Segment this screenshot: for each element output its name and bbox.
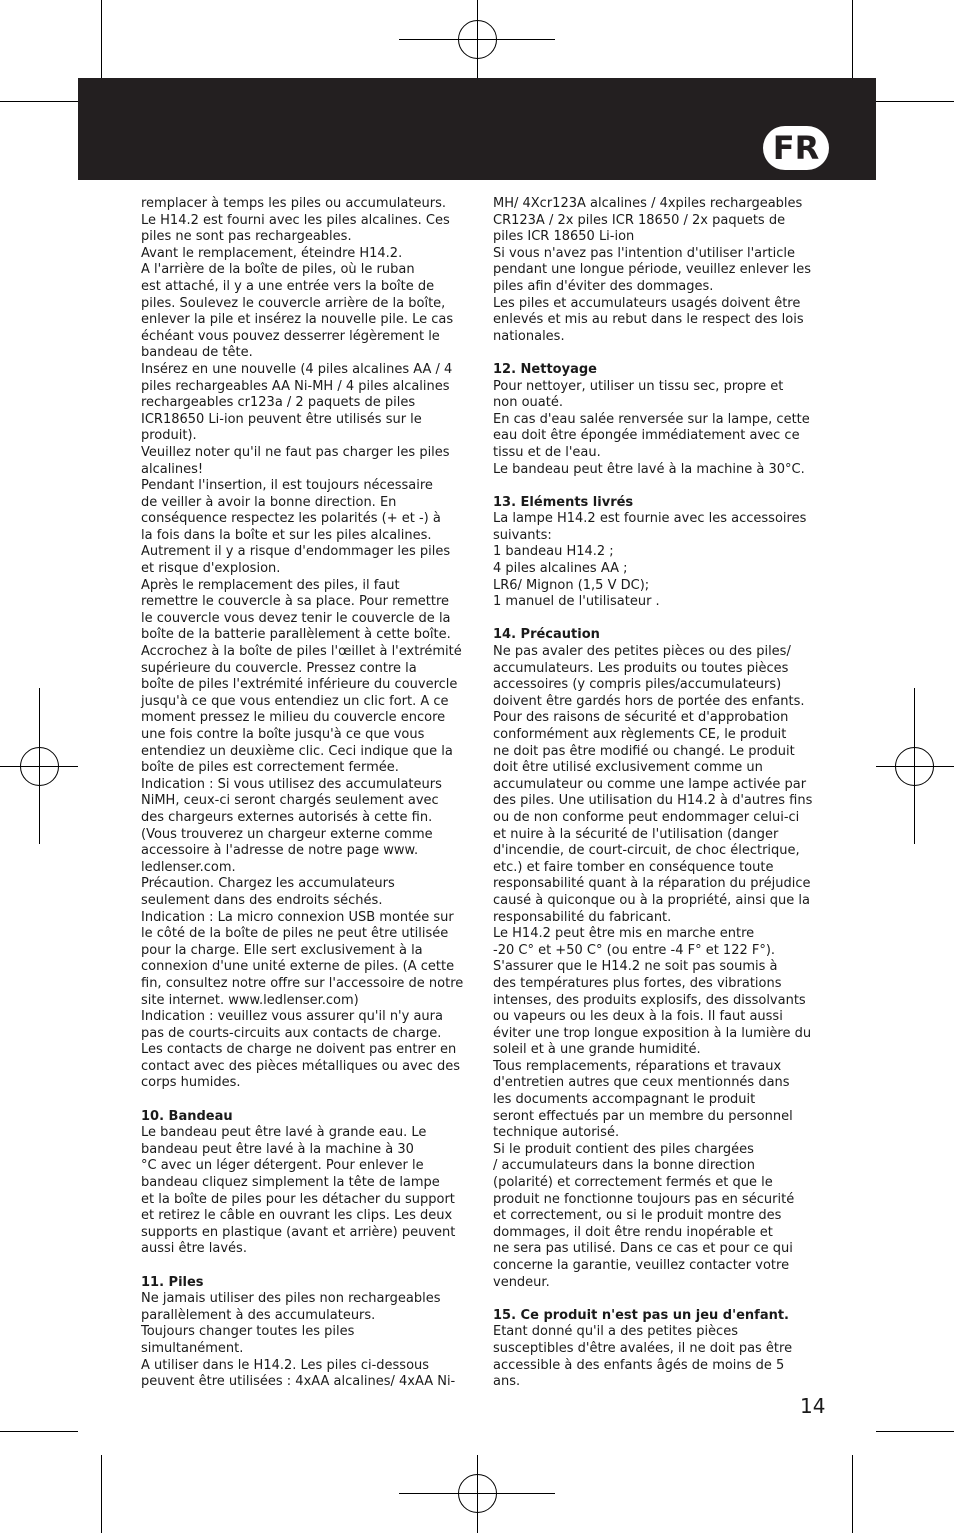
header-bar (78, 78, 876, 180)
section-heading-nettoyage: 12. Nettoyage (493, 361, 597, 377)
section-text-bandeau: Le bandeau peut être lavé à grande eau. Le bandeau peut être lavé à la machine à 30 °C avec un léger détergent. Pour enlever le bandeau cliquez simplement la tête de lampe et la boîte de piles pour les détacher du support et retirez le câble en ouvrant les clips. Les deux supports en plastique (avant et arrière) peuvent aussi être lavés. (141, 1125, 456, 1257)
left-column (141, 196, 481, 1391)
right-column (493, 196, 833, 1391)
section-heading-elements-livres: 13. Eléments livrés (493, 494, 634, 510)
section-text-precaution: Ne pas avaler des petites pièces ou des piles/ accumulateurs. Les produits ou toutes pièces accessoires (y compris piles/accumulateurs) doivent être gardés hors de portée des enfants. Pour des raisons de sécurité et d'approbation conformément aux règlements CE, le produit ne doit pas être modifié ou changé. Le produit doit être utilisé exclusivement comme un accumulateur ou comme une lampe activée par des piles. Une utilisation du H14.2 à d'autres fins ou de non conforme peut endommager celui-ci et nuire à la sécurité de l'utilisation (danger d'incendie, de court-circuit, de choc électrique, etc.) et faire tomber en conséquence toute responsabilité quant à la réparation du préjudice causé à quiconque ou à la propriété, ainsi que la responsabilité du fabricant. Le H14.2 peut être mis en marche entre -20 C° et +50 C° (ou entre -4 F° et 122 F°). S'assurer que le H14.2 ne soit pas soumis à des températures plus fortes, des vibrations intenses, des produits explosifs, des dissolvants ou vapeurs ou les deux à la fois. Il faut aussi éviter une trop longue exposition à la lumière du soleil et à une grande humidité. Tous remplacements, réparations et travaux d'entretien autres que ceux mentionnés dans les documents accompagnant le produit seront effectués par un membre du personnel technique autorisé. Si le produit contient des piles chargées / accumulateurs dans la bonne direction (polarité) et correctement fermés et que le produit ne fonctionne toujours pas en sécurité et correctement, ou si le produit montre des dommages, il doit être rendu inopérable et ne sera pas utilisé. Dans ce cas et pour ce qui concerne la garantie, veuillez contacter votre vendeur. (493, 644, 813, 1290)
section-heading-jeu-enfant: 15. Ce produit n'est pas un jeu d'enfant. (493, 1307, 789, 1323)
section-text-elements-livres: La lampe H14.2 est fournie avec les accessoires suivants: 1 bandeau H14.2 ; 4 piles alcalines AA ; LR6/ Mignon (1,5 V DC); 1 manuel de l'utilisateur . (493, 511, 807, 610)
section-text-nettoyage: Pour nettoyer, utiliser un tissu sec, propre et non ouaté. En cas d'eau salée renversée sur la lampe, cette eau doit être épongée immédiatement avec ce tissu et de l'eau. Le bandeau peut être lavé à la machine à 30°C. (493, 378, 810, 477)
right-intro-text: MH/ 4Xcr123A alcalines / 4xpiles rechargeables CR123A / 2x piles ICR 18650 / 2x paquets de piles ICR 18650 Li-ion Si vous n'avez pas l'intention d'utiliser l'article pendant une longue période, veuillez enlever les piles afin d'éviter des dommages. Les piles et accumulateurs usagés doivent être enlevés et mis au rebut dans le respect des lois nationales. (493, 196, 812, 344)
page-number: 14 (800, 1394, 826, 1418)
language-badge: FR (763, 126, 829, 170)
section-heading-precaution: 14. Précaution (493, 627, 600, 643)
left-intro-text: remplacer à temps les piles ou accumulateurs. Le H14.2 est fourni avec les piles alcalines. Ces piles ne sont pas rechargeables. Avant le remplacement, éteindre H14.2. A l'arrière de la boîte de piles, où le ruban est attaché, il y a une entrée vers la boîte de piles. Soulevez le couvercle arrière de la boîte, enlever la pile et insérez la nouvelle pile. Le cas échéant vous pouvez desserrer légèrement le bandeau de tête. Insérez en une nouvelle (4 piles alcalines AA / 4 piles rechargeables AA Ni-MH / 4 piles alcalines rechargeables cr123a / 2 paquets de piles ICR18650 Li-ion peuvent être utilisés sur le produit). Veuillez noter qu'il ne faut pas charger les piles alcalines! Pendant l'insertion, il est toujours nécessaire de veiller à avoir la bonne direction. En conséquence respectez les polarités (+ et -) à la fois dans la boîte et sur les piles alcalines. Autrement il y a risque d'endommager les piles et risque d'explosion. Après le remplacement des piles, il faut remettre le couvercle à sa place. Pour remettre le couvercle vous devez tenir le couvercle de la boîte de la batterie parallèlement à cette boîte. Accrochez à la boîte de piles l'œillet à l'extrémité supérieure du couvercle. Pressez contre la boîte de piles l'extrémité inférieure du couvercle jusqu'à ce que vous entendiez un clic fort. A ce moment pressez le milieu du couvercle encore une fois contre la boîte jusqu'à ce que vous entendiez un deuxième clic. Ceci indique que la boîte de piles est correctement fermée. Indication : Si vous utilisez des accumulateurs NiMH, ceux-ci seront chargés seulement avec des chargeurs externes autorisés à cette fin. (Vous trouverez un chargeur externe comme accessoire à l'adresse de notre page www. ledlenser.com. Précaution. Chargez les accumulateurs seulement dans des endroits séchés. Indication : La micro connexion USB montée sur le côté de la boîte de piles ne peut être utilisée pour la charge. Elle sert exclusivement à la connexion d'une unité externe de piles. (A cette fin, consultez notre offre sur l'accessoire de notre site internet. www.ledlenser.com) Indication : veuillez vous assurer qu'il n'y aura pas de courts-circuits aux contacts de charge. Les contacts de charge ne doivent pas entrer en contact avec des pièces métalliques ou avec des corps humides. (141, 196, 464, 1091)
section-heading-piles: 11. Piles (141, 1274, 204, 1290)
section-text-piles: Ne jamais utiliser des piles non rechargeables parallèlement à des accumulateurs. Toujours changer toutes les piles simultanément. A utiliser dans le H14.2. Les piles ci-dessous peuvent être utilisées : 4xAA alcalines/ 4xAA Ni- (141, 1291, 456, 1390)
section-text-jeu-enfant: Etant donné qu'il a des petites pièces susceptibles d'être avalées, il ne doit pas être accessible à des enfants âgés de moins de 5 ans. (493, 1324, 793, 1390)
section-heading-bandeau: 10. Bandeau (141, 1108, 233, 1124)
